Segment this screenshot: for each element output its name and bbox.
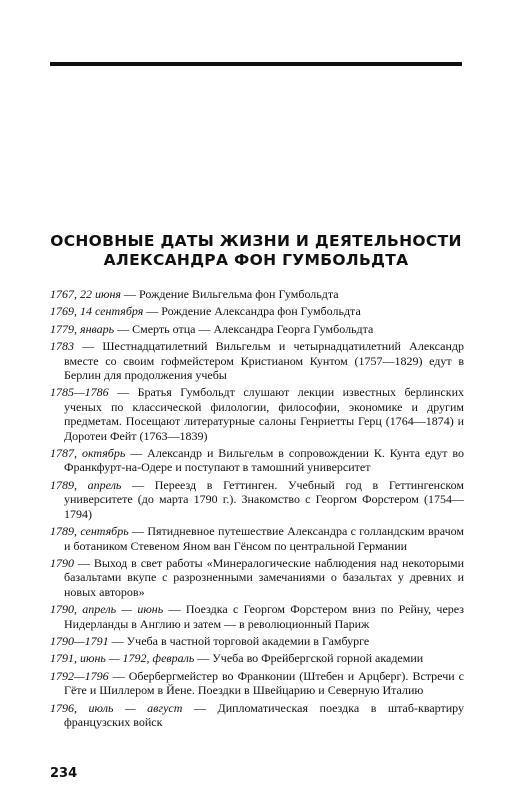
- entry-date: 1787, октябрь: [50, 446, 126, 461]
- chronology-entry: [50, 446, 464, 475]
- entry-text: — Смерть отца — Александра Георга Гумбольдта: [117, 321, 374, 336]
- chronology-entry: [50, 339, 464, 382]
- entry-text: — Александр и Вильгельм в сопровождении К. Кунта едут во Франкфурт-на-Одере и поступают в тамошний университет: [64, 446, 465, 475]
- chronology-entry: [50, 524, 464, 553]
- chronology-entry: [50, 287, 464, 301]
- entry-date: 1783: [50, 339, 74, 354]
- entry-text: — Пятидневное путешествие Александра с голландским врачом и ботаником Стевеном Яном ван Гёнсом по центральной Германии: [64, 524, 464, 553]
- entry-text: — Рождение Александра фон Гумбольдта: [146, 304, 361, 319]
- chronology-entry: [50, 304, 464, 318]
- entry-text: — Обербергмейстер во Франконии (Штебен и Арцберг). Встречи с Гёте и Шиллером в Йене. Поездки в Швейцарию и Северную Италию: [64, 668, 464, 698]
- page-title: [40, 232, 472, 270]
- chronology-entry: [50, 322, 464, 336]
- entry-text: — Учеба во Фрейбергской горной академии: [197, 651, 424, 666]
- title-line-2: АЛЕКСАНДРА ФОН ГУМБОЛЬДТА: [103, 251, 409, 269]
- chronology-list: [50, 287, 464, 732]
- chronology-entry: [50, 556, 464, 599]
- entry-text: — Переезд в Геттинген. Учебный год в Геттингенском университете (до марта 1790 г.). Знакомство с Георгом Форстером (1754—1794): [64, 477, 464, 521]
- entry-date: 1767, 22 июня: [50, 287, 121, 301]
- entry-text: — Братья Гумбольдт слушают лекции известных берлинских ученых по классической филологии, философии, экономике и другим предметам. Посещают литературные салоны Генриетты Герц (1764—1874) и Доротеи Фейт (1763—1839): [64, 385, 465, 443]
- entry-date: 1791, июнь — 1792, февраль: [50, 651, 195, 666]
- entry-date: 1769, 14 сентября: [50, 304, 144, 319]
- entry-date: 1792—1796: [50, 668, 109, 683]
- entry-date: 1779, январь: [50, 321, 115, 336]
- entry-date: 1789, сентябрь: [50, 524, 129, 539]
- entry-text: — Выход в свет работы «Минералогические наблюдения над некоторыми базальтами вкупе с разрозненными замечаниями о базальтах у древних и новых авторов»: [64, 555, 465, 599]
- entry-text: — Поездка с Георгом Форстером вниз по Рейну, через Нидерланды в Англию и затем — в революционный Париж: [64, 602, 465, 631]
- entry-text: — Шестнадцатилетний Вильгельм и четырнадцатилетний Александр вместе со своим гофмейстером Кристианом Кунтом (1757—1829) едут в Берлин для продолжения учебы: [64, 339, 465, 383]
- entry-text: — Рождение Вильгельма фон Гумбольдта: [124, 287, 339, 301]
- chronology-entry: [50, 669, 464, 698]
- chronology-entry: [50, 602, 464, 631]
- chronology-entry: [50, 478, 464, 521]
- entry-date: 1785—1786: [50, 385, 109, 400]
- chronology-entry: [50, 634, 464, 648]
- entry-text: — Учеба в частной торговой академии в Гамбурге: [111, 633, 370, 648]
- top-rule: [50, 62, 462, 66]
- entry-date: 1790—1791: [50, 633, 109, 648]
- entry-date: 1796, июль — август: [50, 700, 183, 715]
- entry-date: 1790, апрель — июнь: [50, 602, 164, 617]
- entry-date: 1789, апрель: [50, 477, 122, 492]
- title-line-1: ОСНОВНЫЕ ДАТЫ ЖИЗНИ И ДЕЯТЕЛЬНОСТИ: [50, 232, 462, 250]
- chronology-entry: [50, 385, 464, 443]
- entry-date: 1790: [50, 555, 74, 570]
- page-number: 234: [50, 766, 78, 781]
- chronology-entry: [50, 701, 464, 730]
- chronology-entry: [50, 651, 464, 665]
- entry-text: — Дипломатическая поездка в штаб-квартиру французских войск: [64, 700, 465, 729]
